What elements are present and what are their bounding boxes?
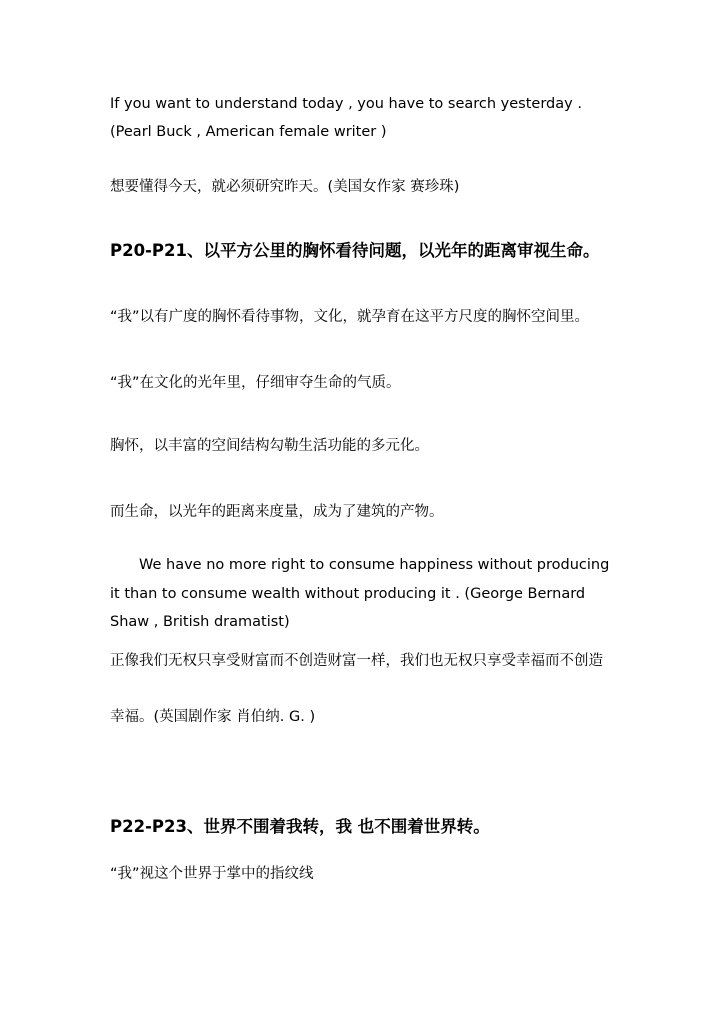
section1-paragraph: 而生命，以光年的距离来度量，成为了建筑的产物。 — [110, 504, 444, 520]
quote2-english-line3: Shaw , British dramatist) — [110, 614, 290, 630]
section1-paragraph: 胸怀，以丰富的空间结构勾勒生活功能的多元化。 — [110, 438, 429, 454]
quote2-english-line2: it than to consume wealth without producing it . (George Bernard — [110, 586, 586, 602]
section2-paragraph: “我”视这个世界于掌中的指纹线 — [110, 866, 314, 882]
section2-heading: P22-P23、世界不围着我转，我 也不围着世界转。 — [110, 817, 490, 836]
quote2-chinese-line2: 幸福。(英国剧作家 肖伯纳. G. ) — [110, 709, 316, 725]
quote2-english-line1: We have no more right to consume happiness without producing — [139, 557, 610, 573]
quote1-english-line1: If you want to understand today , you have to search yesterday . — [110, 96, 582, 112]
section1-paragraph: “我”以有广度的胸怀看待事物，文化，就孕育在这平方尺度的胸怀空间里。 — [110, 309, 590, 325]
quote1-english-line2: (Pearl Buck , American female writer ) — [110, 124, 387, 140]
quote2-chinese-line1: 正像我们无权只享受财富而不创造财富一样，我们也无权只享受幸福而不创造 — [110, 653, 603, 669]
quote1-chinese: 想要懂得今天，就必须研究昨天。(美国女作家 赛珍珠) — [110, 179, 460, 195]
section1-paragraph: “我”在文化的光年里，仔细审夺生命的气质。 — [110, 375, 401, 391]
section1-heading: P20-P21、以平方公里的胸怀看待问题，以光年的距离审视生命。 — [110, 241, 600, 260]
